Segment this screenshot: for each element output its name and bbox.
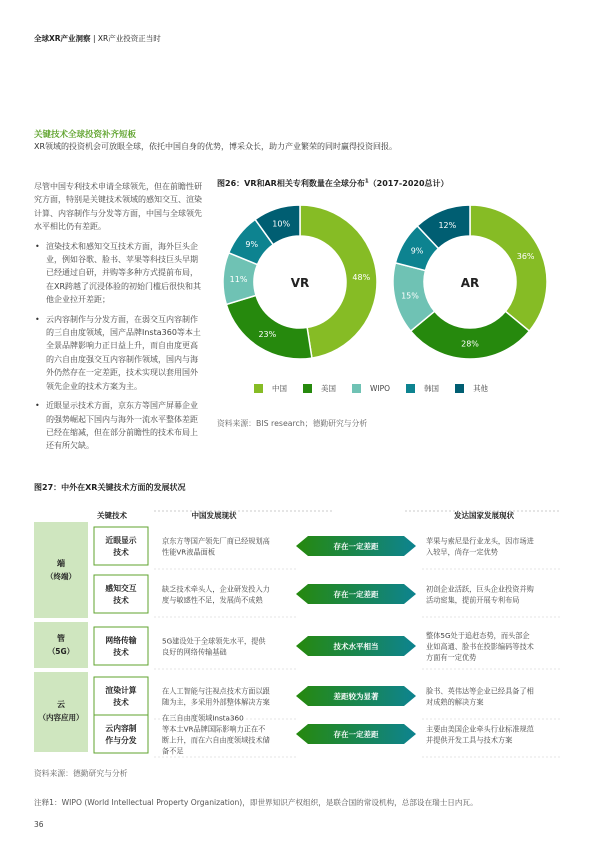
slice-label: 9% xyxy=(245,239,259,249)
fig26-title xyxy=(217,178,449,189)
gap-label: 差距较为显著 xyxy=(333,692,379,701)
group-sublabel: （5G） xyxy=(47,647,75,656)
legend-label: 韩国 xyxy=(424,384,440,393)
tech-box xyxy=(94,527,148,565)
donut-slice xyxy=(226,295,312,359)
ar-donut xyxy=(393,205,547,359)
legend-item-usa xyxy=(303,383,336,394)
page-header xyxy=(34,33,161,44)
section-title: 关键技术全球投资补齐短板 xyxy=(34,130,137,140)
china-status: 京东方等国产领先厂商已经规划高 xyxy=(162,536,270,546)
abroad-status: 方面有一定优势 xyxy=(426,653,477,662)
slice-label: 12% xyxy=(438,220,457,230)
fig26-title-suffix: （2017-2020总计） xyxy=(368,179,449,188)
group-box-5g xyxy=(34,622,88,668)
col-header-abroad: 发达国家发展现状 xyxy=(454,511,514,520)
fig26-legend xyxy=(254,383,504,394)
header-separator: | xyxy=(92,34,96,43)
abroad-status: 业如高通、脸书在投影编码等技术 xyxy=(426,642,534,651)
gap-label: 存在一定差距 xyxy=(333,542,379,551)
tech-box xyxy=(94,677,148,715)
donut-center-label: VR xyxy=(290,276,310,290)
legend-label: 中国 xyxy=(272,384,287,393)
china-status: 缺乏技术牵头人，企业研发投入力 xyxy=(162,584,270,594)
group-sublabel: （终端） xyxy=(46,572,76,581)
slice-label: 48% xyxy=(352,273,371,283)
group-box-terminal xyxy=(34,522,88,618)
tech-label: 网络传输 xyxy=(105,636,137,645)
china-status: 等本土VR品牌国际影响力正在不 xyxy=(162,724,266,734)
china-status: 性能VR液晶面板 xyxy=(162,547,216,557)
china-status: 在人工智能与注视点技术方面以跟 xyxy=(162,686,270,696)
bullet-item: • 渲染技术和感知交互技术方面，海外巨头企业，例如谷歌、脸书、苹果等科技巨头早期已经通过自研，并购等多种方式提前布局，在XR跨越了沉浸体验的初始门槛后很快和其他企业拉开差距； xyxy=(46,240,202,307)
fig27-source: 资料来源：德勤研究与分析 xyxy=(34,769,128,778)
col-header-china: 中国发展现状 xyxy=(191,511,237,520)
slice-label: 11% xyxy=(229,275,248,285)
slice-label: 36% xyxy=(516,251,535,261)
bullet-list xyxy=(34,240,202,453)
slice-label: 9% xyxy=(410,246,424,256)
abroad-status: 苹果与索尼是行业龙头，因市场进 xyxy=(426,536,534,546)
abroad-status: 主要由美国企业牵头行业标准规范 xyxy=(426,724,534,734)
tech-label: 技术 xyxy=(113,648,129,657)
donut-slice xyxy=(470,205,547,331)
legend-swatch xyxy=(254,384,263,393)
left-column xyxy=(34,180,202,459)
legend-item-china xyxy=(254,383,287,394)
abroad-status: 整体5G处于追赶态势，而头部企 xyxy=(426,631,530,640)
abroad-status: 脸书、英伟达等企业已经具备了相 xyxy=(426,686,534,696)
slice-label: 10% xyxy=(272,219,291,229)
group-label: 管 xyxy=(57,634,65,643)
legend-item-wipo xyxy=(352,383,390,394)
tech-label: 技术 xyxy=(113,596,129,605)
china-status: 断上升，而在六自由度领域技术储 xyxy=(162,735,270,745)
slice-label: 28% xyxy=(461,339,479,349)
legend-swatch xyxy=(455,384,464,393)
abroad-status: 初创企业活跃，巨头企业投资并购 xyxy=(426,584,534,594)
abroad-status: 对成熟的解决方案 xyxy=(426,697,484,707)
fig27-rows xyxy=(94,527,561,757)
intro-paragraph: 尽管中国专利技术申请全球领先，但在前瞻性研究方面，特别是关键技术领域的感知交互、渲染计算、内容制作与分发等方面，中国与全球领先水平相比仍有差距。 xyxy=(34,182,202,232)
legend-item-korea xyxy=(406,383,439,394)
china-status: 良好的网络传输基础 xyxy=(162,647,227,657)
bullet-item: • 近眼显示技术方面，京东方等国产屏幕企业的强势崛起下国内与海外一流水平整体差距已经在缩减，但在部分前瞻性的技术布局上还有所欠缺。 xyxy=(46,399,202,453)
legend-label: 其他 xyxy=(473,384,489,393)
abroad-status: 入较早，尚存一定优势 xyxy=(426,547,498,557)
legend-item-other xyxy=(455,383,488,394)
group-sublabel: （内容应用） xyxy=(38,713,84,722)
tech-label: 感知交互 xyxy=(105,584,137,593)
tech-label: 渲染计算 xyxy=(105,686,137,695)
gap-label: 技术水平相当 xyxy=(333,642,379,651)
abroad-status: 并提供开发工具与技术方案 xyxy=(426,735,513,745)
fig26-source: 资料来源：BIS research；德勤研究与分析 xyxy=(217,419,368,428)
group-label: 端 xyxy=(57,559,65,568)
china-status: 备不足 xyxy=(162,746,184,756)
tech-label: 近眼显示 xyxy=(105,536,137,545)
fig27-table xyxy=(34,500,561,760)
section-subtitle: XR领域的投资机会可放眼全球，依托中国自身的优势，博采众长，助力产业繁荣的同时赢得投资回报。 xyxy=(34,142,398,151)
china-status: 在三自由度领域Insta360 xyxy=(162,713,244,723)
fig27-title: 图27：中外在XR关键技术方面的发展状况 xyxy=(34,483,186,492)
slice-label: 15% xyxy=(401,291,419,301)
page-number: 36 xyxy=(34,820,44,829)
gap-label: 存在一定差距 xyxy=(333,730,379,739)
tech-label: 云内容制 xyxy=(105,724,137,733)
tech-label: 技术 xyxy=(113,698,129,707)
legend-label: WIPO xyxy=(370,384,391,393)
fig26-donut-charts xyxy=(217,195,557,375)
group-label: 云 xyxy=(57,700,65,709)
footnote: 注释1：WIPO (World Intellectual Property Organization)，即世界知识产权组织，是联合国的常设机构，总部设在瑞士日内瓦。 xyxy=(34,798,478,807)
gap-label: 存在一定差距 xyxy=(333,590,379,599)
slice-label: 23% xyxy=(258,330,277,340)
header-title: 全球XR产业洞察 xyxy=(34,34,91,43)
bullet-item: • 云内容制作与分发方面，在弱交互内容制作的三自由度领域，国产品牌Insta360等本土全景品牌影响力正日益上升，而自由度更高的六自由度强交互内容制作领域，国内与海外仍然存在一定差距，技术实现以套用国外领先企业的技术方案为主。 xyxy=(46,313,202,393)
legend-swatch xyxy=(303,384,312,393)
legend-swatch xyxy=(406,384,415,393)
abroad-status: 活动密集，提前开展专利布局 xyxy=(426,595,520,605)
vr-donut xyxy=(223,205,377,359)
tech-box xyxy=(94,627,148,665)
fig26-title-text: 图26：VR和AR相关专利数量在全球分布 xyxy=(217,179,365,188)
legend-swatch xyxy=(352,384,361,393)
header-subtitle: XR产业投资正当时 xyxy=(97,34,161,43)
donut-center-label: AR xyxy=(460,276,480,290)
legend-label: 美国 xyxy=(321,384,336,393)
donut-slice xyxy=(411,311,530,359)
tech-box xyxy=(94,715,148,753)
china-status: 随为主，多采用外部整体解决方案 xyxy=(162,697,270,707)
col-header-tech: 关键技术 xyxy=(97,511,127,520)
tech-label: 技术 xyxy=(113,548,129,557)
china-status: 5G建设处于全球领先水平，提供 xyxy=(162,636,266,646)
tech-label: 作与分发 xyxy=(105,736,137,745)
group-box-cloud xyxy=(34,672,88,752)
tech-box xyxy=(94,575,148,613)
fig26-title-sup: 1 xyxy=(364,178,369,185)
china-status: 度与敏感性不足，发展尚不成熟 xyxy=(162,595,263,605)
